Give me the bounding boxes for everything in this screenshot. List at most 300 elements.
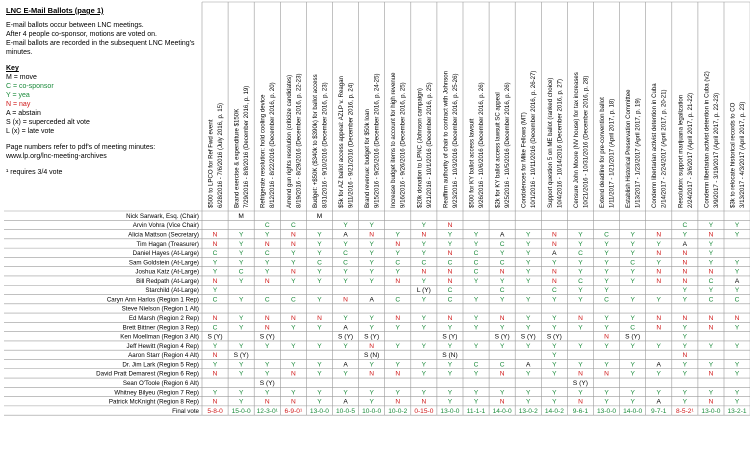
vote-cell: Y [447,324,453,332]
final-vote-cell: 14-0-2 [544,407,564,415]
final-vote-cell: 13-0-2 [518,407,538,415]
vote-cell: Y [656,296,661,304]
vote-cell: N [604,370,609,378]
vote-cell: N [369,231,375,239]
member-name: Patrick McKnight (Region 8 Rep) [108,398,199,406]
vote-cell: S (Y) [520,333,536,341]
vote-cell: Y [421,370,427,378]
vote-cell: Y [604,389,609,397]
vote-cell: Y [473,398,479,406]
member-name: Ken Moellman (Region 3 Alt) [120,333,199,341]
vote-cell: N [551,277,557,285]
vote-cell: Y [708,259,714,267]
ballot-title: Censure John Moore (NV house) for tax increases [572,72,580,208]
vote-cell: Y [343,389,348,397]
vote-cell: C [499,240,505,248]
vote-cell: Y [578,240,583,248]
vote-cell: C [264,222,270,230]
ballot-title: Amend gun rights resolution (criticize candidates) [285,74,293,208]
vote-cell: Y [447,370,453,378]
vote-cell: Y [317,361,322,369]
vote-cell: N [708,370,714,378]
ballot-title: Condemn libertarian activist detention in Cuba (v2) [703,71,711,208]
key-item: Y = yea [6,92,30,99]
final-vote-cell: 13-0-0 [597,407,617,415]
vote-cell: Y [212,268,218,276]
vote-cell: Y [526,250,531,258]
ballot-dates: 1/13/2017 - 1/23/2017 (April 2017, p. 19) [634,98,642,208]
vote-cell: S (Y) [546,333,562,341]
vote-cell: Y [526,296,531,304]
ballot-dates: 6/28/2016 - 7/6/2016 (July 2016, p. 15) [217,102,224,208]
vote-cell: Y [630,277,635,285]
vote-cell: C [290,222,296,230]
ballot-title: Increase budget items to account for high revenue [390,72,398,208]
member-name: Sean O'Toole (Region 6 Alt) [122,379,199,387]
final-vote-cell: 15-0-0 [231,407,251,415]
vote-cell: Y [238,277,244,285]
member-name: Arvin Vohra (Vice Chair) [132,222,199,230]
vote-cell: Y [343,268,348,276]
vote-cell: Y [526,277,531,285]
final-vote-cell: 13-0-0 [309,407,329,415]
ballot-dates: 3/13/2017 - 4/3/2017 (April 2017, p. 23) [739,101,746,208]
vote-cell: Y [369,389,374,397]
vote-cell: Y [447,398,453,406]
vote-cell: Y [552,259,557,267]
vote-cell: Y [395,324,400,332]
vote-cell: N [212,240,218,248]
vote-cell: Y [630,240,635,248]
vote-cell: N [551,231,557,239]
vote-cell: N [290,240,296,248]
vote-cell: Y [317,268,322,276]
vote-cell: N [734,315,740,323]
vote-cell: Y [421,250,427,258]
vote-cell: Y [395,361,400,369]
vote-cell: A [343,324,348,332]
vote-cell: Y [421,389,427,397]
vote-cell: Y [343,277,348,285]
vote-cell: Y [578,342,583,350]
vote-cell: N [682,259,688,267]
ballot-title: Establish Historical Preservation Committee [625,89,633,208]
vote-cell: Y [369,268,374,276]
vote-cell: Y [238,315,244,323]
vote-cell: Y [291,324,296,332]
vote-cell: N [264,324,270,332]
vote-cell: Y [317,389,322,397]
vote-cell: Y [682,370,688,378]
vote-cell: N [551,240,557,248]
vote-cell: Y [317,342,322,350]
vote-cell: N [395,398,401,406]
vote-cell: C [264,296,270,304]
vote-cell: Y [604,287,609,295]
vote-cell: A [734,277,740,285]
final-vote-cell: 12-3-0¹ [256,407,278,415]
vote-cell: C [447,287,453,295]
member-name: Ed Marsh (Region 2 Rep) [128,315,199,323]
vote-cell: Y [317,231,322,239]
vote-cell: C [578,277,583,285]
vote-cell: Y [604,250,609,258]
member-name: Whitney Bilyeu (Region 7 Rep) [114,389,199,397]
vote-cell: Y [552,324,557,332]
vote-cell: Y [265,370,270,378]
vote-cell: N [447,268,453,276]
vote-cell: Y [265,361,270,369]
vote-cell: N [264,398,270,406]
vote-cell: C [473,259,479,267]
key-item: C = co-sponsor [6,83,54,90]
ballot-title: $20k donation to LPNC (Johnson campaign) [416,88,424,208]
pages-note: Page numbers refer to pdf's of meeting minutes: [6,144,156,151]
vote-cell: S (Y) [259,379,275,387]
vote-cell: N [317,315,322,323]
vote-cell: Y [708,240,714,248]
vote-cell: Y [447,240,453,248]
ballot-title: Resolution: support marijuana legalization [677,94,685,208]
vote-cell: Y [212,259,218,267]
vote-cell: Y [317,240,322,248]
vote-cell: N [264,240,270,248]
member-name: Jeff Hewitt (Region 4 Rep) [126,342,199,350]
vote-cell: N [682,315,688,323]
vote-cell: C [212,324,218,332]
ballot-title: Support question 5 on ME ballot (ranked choice) [546,77,554,208]
vote-cell: A [369,296,374,304]
vote-cell: Y [265,259,270,267]
vote-cell: Y [369,277,374,285]
vote-cell: N [395,277,401,285]
vote-cell: Y [421,342,427,350]
vote-cell: N [212,370,218,378]
vote-cell: S (N) [363,352,380,360]
ballot-dates: 9/16/2016 - 9/26/2016 (December 2016, p. 25) [399,82,407,208]
vote-cell: Y [630,296,635,304]
vote-cell: Y [421,240,427,248]
vote-cell: Y [317,296,322,304]
final-vote-cell: 13-0-0 [701,407,721,415]
key-item: N = nay [6,101,31,108]
vote-cell: N [447,250,453,258]
vote-cell: Y [291,361,296,369]
vote-cell: S (Y) [259,333,275,341]
vote-cell: Y [421,315,427,323]
ballot-dates: 1/11/2017 - 1/21/2017 (April 2017, p. 18) [608,98,616,208]
final-vote-cell: 5-8-0 [207,407,223,415]
vote-cell: Y [473,342,479,350]
vote-cell: Y [578,287,583,295]
vote-cell: N [708,315,714,323]
vote-cell: Y [369,315,374,323]
member-name: Joshua Katz (At-Large) [135,268,199,276]
vote-cell: Y [499,342,505,350]
vote-cell: Y [682,342,688,350]
vote-cell: Y [708,287,714,295]
vote-cell: Y [473,389,479,397]
ballot-title: $2k for KY ballot access lawsuit SC appeal [494,92,502,208]
ballot-dates: 10/4/2016 - 10/14/2016 (December 2016, p. 27) [556,78,564,208]
vote-cell: Y [343,222,348,230]
vote-cell: A [656,361,661,369]
vote-cell: N [421,398,427,406]
vote-cell: C [212,296,218,304]
vote-cell: Y [734,342,740,350]
vote-cell: A [656,398,661,406]
ballot-title: $500 for KY ballot access lawsuit [468,118,476,208]
vote-cell: Y [526,389,531,397]
vote-cell: Y [395,231,400,239]
vote-cell: C [264,250,270,258]
vote-cell: Y [734,361,740,369]
vote-cell: N [447,277,453,285]
vote-cell: C [551,287,557,295]
vote-cell: Y [369,222,374,230]
vote-cell: N [708,324,714,332]
vote-cell: Y [369,259,374,267]
ballot-dates: 9/11/2016 - 9/21/2016 (December 2016, p. 24) [347,82,355,208]
vote-cell: Y [578,361,583,369]
vote-cell: Y [526,259,531,267]
final-vote-cell: 11-1-1 [466,407,486,415]
vote-cell: Y [265,268,270,276]
vote-cell: Y [343,240,348,248]
key-heading: Key [6,65,19,72]
vote-cell: N [212,315,218,323]
vote-cell: C [473,268,479,276]
vote-cell: Y [526,231,531,239]
vote-cell: Y [317,277,322,285]
ballot-dates: 9/21/2016 - 10/1/2016 (December 2016, p. 25) [425,82,433,208]
vote-cell: N [369,342,375,350]
vote-cell: Y [604,315,609,323]
vote-cell: C [604,231,609,239]
vote-cell: Y [682,324,688,332]
vote-cell: C [499,361,505,369]
vote-cell: S (Y) [207,333,223,341]
vote-cell: N [212,398,218,406]
vote-cell: S (Y) [494,333,510,341]
vote-cell: N [682,268,688,276]
vote-cell: Y [526,240,531,248]
vote-cell: Y [656,370,661,378]
vote-cell: N [212,277,218,285]
vote-cell: N [708,398,714,406]
member-name: Tim Hagan (Treasurer) [136,240,199,248]
vote-cell: C [238,268,244,276]
vote-cell: C [578,250,583,258]
vote-cell: N [499,268,505,276]
archive-link[interactable]: www.lp.org/lnc-meeting-archives [6,153,107,160]
key-item: S (x) = superceded alt vote [6,119,90,126]
intro-text-1: E-mail ballots occur between LNC meetings. [6,22,144,29]
vote-cell: Y [630,361,635,369]
member-name: Dr. Jim Lark (Region 5 Rep) [122,361,199,369]
final-vote-cell: 14-0-0 [492,407,512,415]
vote-cell: N [682,277,688,285]
vote-cell: Y [578,268,583,276]
vote-cell: C [473,250,479,258]
vote-cell: C [708,277,714,285]
vote-cell: S (N) [442,352,458,360]
vote-cell: C [473,361,479,369]
vote-cell: Y [343,342,348,350]
vote-cell: Y [238,342,244,350]
vote-cell: N [682,250,688,258]
vote-cell: Y [630,231,635,239]
key-item: A = abstain [6,110,41,117]
vote-cell: N [212,352,218,360]
vote-cell: N [447,222,453,230]
vote-cell: Y [630,370,635,378]
vote-cell: Y [238,398,244,406]
vote-cell: Y [447,342,453,350]
vote-cell: C [499,259,505,267]
vote-cell: Y [473,315,479,323]
member-name: Sam Goldstein (At-Large) [128,259,199,267]
vote-cell: Y [291,250,296,258]
vote-cell: Y [369,324,374,332]
vote-cell: N [578,370,583,378]
vote-cell: N [290,398,296,406]
vote-cell: N [499,370,505,378]
ballot-title: $3k to relocate historical records to CO [729,102,737,208]
vote-cell: A [526,361,531,369]
vote-cell: C [604,296,609,304]
vote-cell: A [682,240,688,248]
vote-cell: C [343,259,348,267]
ballot-title: Condolences for Mike Fellows (MT) [520,112,528,208]
vote-cell: Y [499,324,505,332]
vote-cell: Y [395,268,400,276]
intro-text-3: E-mail ballots are recorded in the subsequent LNC Meeting's minutes. [6,40,195,56]
vote-cell: Y [238,389,244,397]
vote-cell: Y [526,370,531,378]
vote-cell: S (Y) [364,333,380,341]
vote-cell: Y [708,389,714,397]
vote-cell: C [421,259,427,267]
vote-cell: Y [656,259,661,267]
vote-cell: Y [604,398,609,406]
vote-cell: Y [630,315,635,323]
vote-cell: S (Y) [233,352,249,360]
vote-cell: S (Y) [572,379,588,387]
final-vote-cell: 14-0-0 [623,407,643,415]
vote-cell: Y [630,268,635,276]
vote-cell: N [656,231,662,239]
vote-cell: Y [238,296,244,304]
vote-cell: Y [369,240,374,248]
vote-cell: Y [265,342,270,350]
final-vote-cell: 10-0-2 [388,407,408,415]
member-name: Daniel Hayes (At-Large) [132,250,199,258]
vote-cell: Y [526,315,531,323]
vote-cell: Y [604,240,609,248]
vote-cell: C [395,296,401,304]
vote-cell: Y [238,250,244,258]
vote-cell: Y [238,324,244,332]
vote-cell: A [343,361,348,369]
vote-cell: N [447,315,453,323]
vote-cell: Y [238,361,244,369]
vote-cell: C [682,222,688,230]
vote-cell: N [343,296,348,304]
vote-cell: Y [499,296,505,304]
vote-cell: Y [604,268,609,276]
vote-cell: S (Y) [338,333,354,341]
vote-cell: Y [421,361,427,369]
vote-cell: Y [212,287,218,295]
vote-cell: Y [604,342,609,350]
vote-cell: M [316,212,323,220]
ballot-title: Refrigerate resolution: hold cooling device [259,94,267,208]
vote-cell: Y [734,398,740,406]
vote-cell: Y [265,231,270,239]
vote-cell: N [212,231,218,239]
vote-cell: C [630,324,636,332]
vote-cell: Y [552,296,557,304]
ballot-dates: 9/25/2016 - 10/5/2016 (December 2016, p. 26) [504,82,512,208]
vote-cell: Y [212,389,218,397]
ballot-dates: 9/26/2016 - 10/6/2016 (December 2016, p. 26) [478,82,485,208]
ballot-dates: 9/15/2016 - 9/25/2016 (December 2016, p. 24-25) [373,73,381,208]
intro-text-2: After 4 people co-sponsor, motions are voted on. [6,31,157,38]
vote-cell: S (Y) [625,333,641,341]
vote-cell: Y [499,389,505,397]
vote-cell: N [421,268,427,276]
vote-cell: Y [734,370,740,378]
vote-cell: N [369,370,375,378]
vote-cell: Y [291,277,296,285]
vote-cell: L (Y) [416,287,431,295]
page-title: LNC E-Mail Ballots (page 1) [6,6,104,15]
vote-cell: Y [369,398,374,406]
vote-cell: Y [630,398,635,406]
vote-cell: C [290,296,296,304]
key-item: L (x) = late vote [6,128,55,135]
vote-cell: N [290,315,296,323]
ballot-title: Reaffirm authority of chair to contract with Johnson [442,70,450,208]
vote-cell: Y [552,389,557,397]
vote-cell: Y [395,389,400,397]
member-name: Caryn Ann Harlos (Region 1 Rep) [106,296,199,304]
vote-cell: Y [238,240,244,248]
vote-cell: Y [317,370,322,378]
ballot-title: Brand revenue: budget for $50k loan [364,109,372,208]
ballot-dates: 2/24/2017 - 3/6/2017 (April 2017, p. 21-22) [686,92,694,208]
vote-cell: N [264,315,270,323]
vote-cell: Y [526,268,531,276]
vote-cell: Y [708,342,714,350]
vote-cell: C [499,287,505,295]
vote-cell: Y [656,389,661,397]
vote-cell: C [395,259,401,267]
ballot-dates: 8/19/2016 - 8/29/2016 (December 2016, p. 22-23) [295,73,303,208]
member-name: Brett Bittner (Region 3 Rep) [122,324,199,332]
vote-cell: Y [369,250,374,258]
ballot-dates: 8/12/2016 - 8/22/2016 (December 2016, p. 20) [269,82,277,208]
vote-cell: Y [343,370,348,378]
vote-cell: Y [630,342,635,350]
final-vote-label: Final vote [172,407,199,415]
vote-cell: Y [552,315,557,323]
ballot-title: $500 to LPCO for Ref Fwd event [207,119,215,208]
vote-cell: Y [708,361,714,369]
vote-cell: Y [552,361,557,369]
vote-cell: Y [212,361,218,369]
